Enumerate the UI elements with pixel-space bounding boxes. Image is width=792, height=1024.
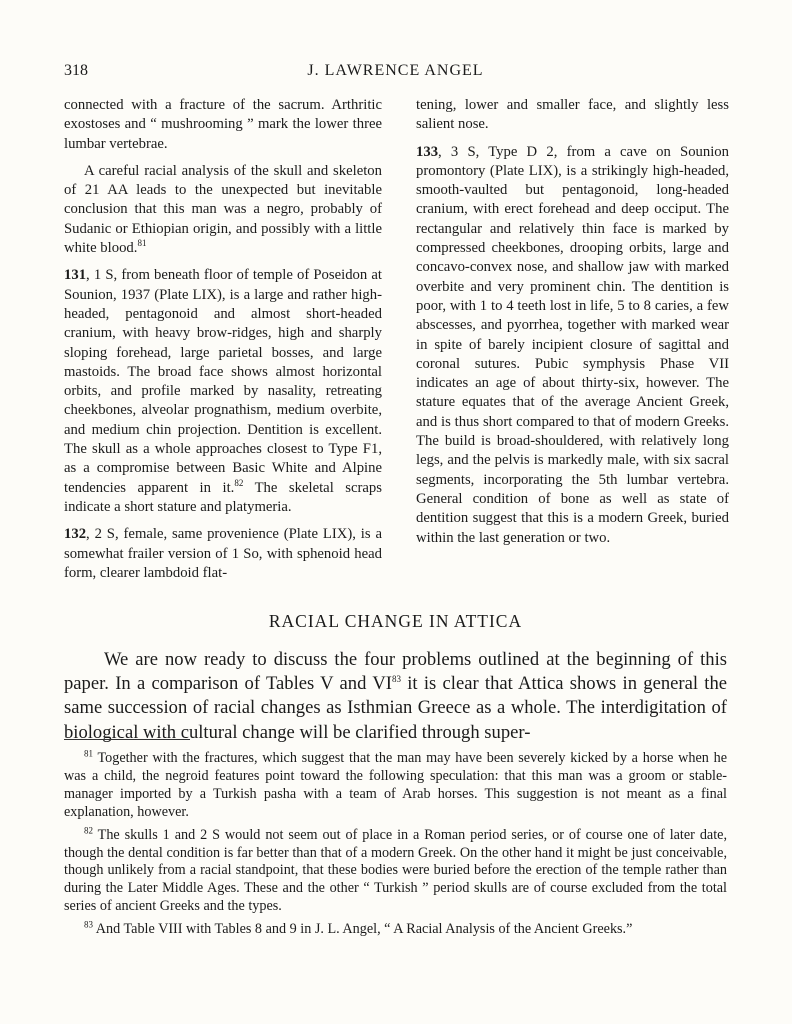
footnotes bbox=[64, 750, 727, 944]
paragraph-continuation bbox=[416, 96, 729, 135]
footnote-number: 83 bbox=[84, 919, 93, 930]
left-column bbox=[64, 96, 382, 591]
entry-text: , 3 S, Type D 2, from a cave on Sounion promontory (Plate LIX), is a strikingly high-headed, smooth-vaulted but pentagonoid, long-headed cranium, with erect forehead and deep occiput. The rectangular and relatively thin face is marked by compressed cheekbones, drooping orbits, large and concavo-convex nose, and shallow jaw with marked overbite and very prominent chin. The dentition is poor, with 1 to 4 teeth lost in life, 5 to 8 caries, a few abscesses, and pyorrhea, together with marked wear in spite of barely incipient closure of sagittal and coronal sutures. Pubic symphysis Phase VII indicates an age of about thirty-six, however. The stature equates that of the average Ancient Greek, and is thus short compared to that of modern Greeks. The build is broad-shouldered, with relatively long legs, and the pelvis is markedly male, with six sacral segments, incorporating the 5th lumbar vertebra. General condition of bone as well as state of dentition suggest that this is a modern Greek, buried within the last generation or two. bbox=[416, 143, 729, 546]
entry-number: 132 bbox=[64, 526, 87, 543]
footnote-text: Together with the fractures, which suggest that the man may have been severely kicked by a horse when he was a child, the negroid features point toward the following speculation: that this man was a groom or stable-manager imported by a Turkish pasha with a team of Arab horses. This suggestion is not meant as a final explanation, however. bbox=[64, 750, 727, 820]
body-text: it is clear that Attica shows in general the same succession of racial changes as Isthmian Greece as a whole. The interdigitation of biological with cultural change will be clarified through super- bbox=[64, 673, 727, 743]
paragraph-racial-analysis bbox=[64, 162, 382, 258]
entry-number: 133 bbox=[416, 143, 439, 160]
paragraph-text: A careful racial analysis of the skull and skeleton of 21 AA leads to the unexpected but inevitable conclusion that this man was a negro, probably of Sudanic or Ethiopian origin, and possibly with a little white blood. bbox=[64, 162, 382, 257]
page-header bbox=[64, 62, 727, 84]
entry-text: The skeletal scraps indicate a short stature and platymeria. bbox=[64, 479, 382, 515]
footnote-ref: 83 bbox=[391, 674, 401, 685]
footnote-text: The skulls 1 and 2 S would not seem out of place in a Roman period series, or of course one of later date, though the dental condition is far better than that of a modern Greek. On the other hand it might be just conceivable, though unlikely from a racial standpoint, that these bodies were buried before the erection of the temple rather than during the Later Middle Ages. These and the other “ Turkish ” period skulls are of course excluded from the total series of ancient Greeks and the types. bbox=[64, 826, 727, 915]
footnote-ref: 81 bbox=[137, 238, 147, 249]
entry-133 bbox=[416, 143, 729, 548]
footnote-divider bbox=[64, 739, 190, 740]
entry-text: , 2 S, female, same provenience (Plate LIX), is a somewhat frailer version of 1 So, with sphenoid head form, clearer lambdoid flat- bbox=[64, 526, 382, 581]
paragraph-text: tening, lower and smaller face, and slightly less salient nose. bbox=[416, 97, 729, 133]
footnote-82 bbox=[64, 824, 727, 917]
footnote-number: 82 bbox=[84, 824, 93, 835]
footnote-81 bbox=[64, 750, 727, 822]
paragraph-text: connected with a fracture of the sacrum. Arthritic exostoses and “ mushrooming ” mark the lower three lumbar vertebrae. bbox=[64, 97, 382, 152]
right-column bbox=[416, 96, 729, 556]
footnote-ref: 82 bbox=[234, 477, 244, 488]
footnote-text: And Table VIII with Tables 8 and 9 in J. L. Angel, “ A Racial Analysis of the Ancient Greeks.” bbox=[93, 921, 633, 938]
page-number: 318 bbox=[64, 62, 88, 79]
footnote-83 bbox=[64, 921, 727, 939]
body-text: We are now ready to discuss the four problems outlined at the beginning of this paper. In a comparison of Tables V and VI bbox=[64, 649, 727, 695]
section-body-text bbox=[64, 648, 727, 745]
paragraph-continuation bbox=[64, 96, 382, 154]
running-title: J. LAWRENCE ANGEL bbox=[307, 62, 484, 79]
section-heading: RACIAL CHANGE IN ATTICA bbox=[268, 611, 523, 631]
footnote-number: 81 bbox=[84, 748, 93, 759]
entry-text: , 1 S, from beneath floor of temple of Poseidon at Sounion, 1937 (Plate LIX), is a large and rather high-headed, pentagonoid and almost short-headed cranium, with heavy brow-ridges, high and sharply sloping forehead, large parietal bosses, and large mastoids. The broad face shows almost horizontal orbits, and profile marked by nasality, retreating cheekbones, alveolar prognathism, medium overbite, and medium chin projection. Dentition is excellent. The skull as a whole approaches closest to Type F1, as a compromise between Basic White and Alpine tendencies apparent in it. bbox=[64, 267, 382, 496]
entry-131 bbox=[64, 266, 382, 517]
entry-number: 131 bbox=[64, 267, 87, 284]
entry-132 bbox=[64, 525, 382, 583]
